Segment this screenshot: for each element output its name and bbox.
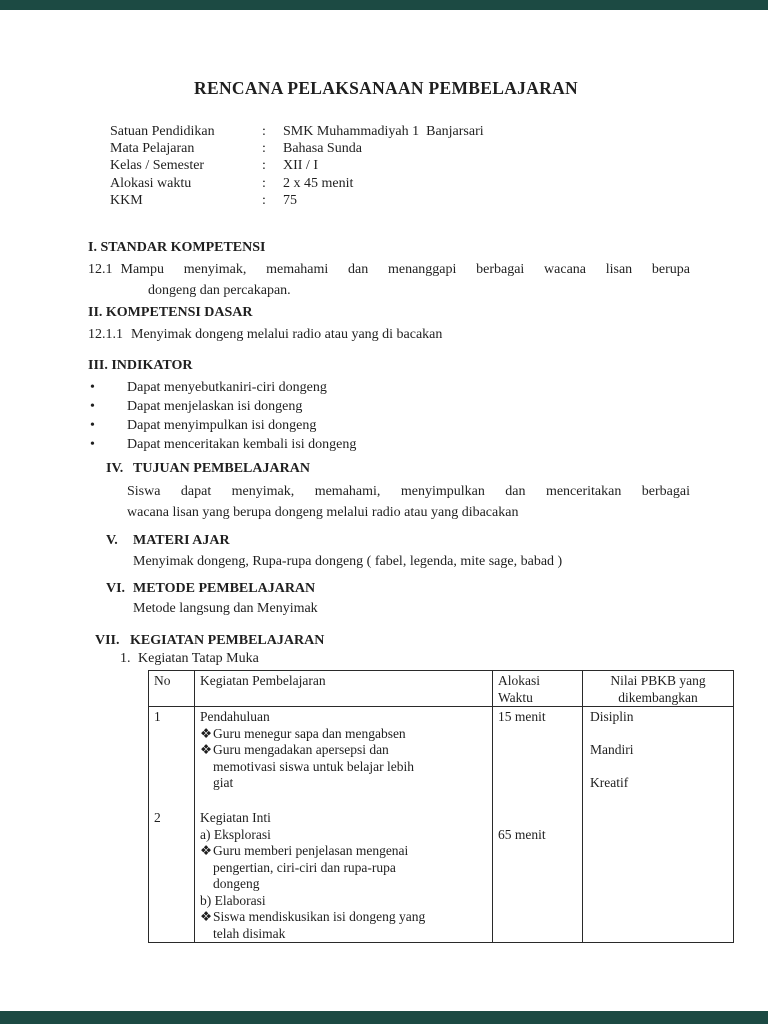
table-row [149,808,734,943]
meta-row-kelas [110,157,484,174]
cell-line [200,726,487,743]
kompetensi-dasar-paragraph [88,327,442,343]
meta-value: SMK Muhammadiyah 1 Banjarsari [283,124,484,139]
meta-value: 75 [283,192,297,208]
list-item [90,435,356,454]
materi-body: Menyimak dongeng, Rupa-rupa dongeng ( fabel, legenda, mite sage, babad ) [133,554,563,569]
cell-line: Pendahuluan [200,709,270,724]
header-cell-kegiatan: Kegiatan Pembelajaran [195,671,493,707]
viewer-background-top-bar [0,0,768,10]
meta-colon: : [262,158,266,174]
header-line: Alokasi [498,673,540,688]
meta-label: Satuan Pendidikan [110,124,215,139]
section-heading-text: KEGIATAN PEMBELAJARAN [130,633,325,648]
cell-line: pengertian, ciri-ciri dan rupa-rupa [213,859,396,875]
cell-line-text: Guru mengadakan apersepsi dan [213,742,389,757]
cell-line [200,909,487,926]
cell-line-text: Guru menegur sapa dan mengabsen [213,725,406,741]
list-item-text: Dapat menyebutkaniri-ciri dongeng [127,380,327,395]
cell-line: giat [213,775,234,790]
meta-colon: : [262,141,266,157]
nilai-item: Mandiri [590,742,634,757]
diamond-bullet-icon: ❖ [200,843,213,858]
diamond-bullet-icon: ❖ [200,909,213,924]
meta-label: Mata Pelajaran [110,141,195,157]
meta-row-satuan [110,123,484,140]
paragraph-text: Mampu menyimak, memahami dan menanggapi berbagai wacana lisan berupa [120,262,690,277]
meta-value: Bahasa Sunda [283,141,362,157]
section-heading-indikator: III. INDIKATOR [88,358,193,373]
paragraph-text: Menyimak dongeng melalui radio atau yang di bacakan [131,327,443,342]
meta-label: Alokasi waktu [110,175,192,191]
meta-colon: : [262,175,266,191]
document-meta-block [110,123,484,209]
cell-line-text: Guru memberi penjelasan mengenai [213,843,409,858]
clause-number: 12.1 [88,262,113,277]
list-item [90,397,356,416]
meta-row-kkm [110,192,484,209]
section-numeral: VI. [106,581,126,596]
list-item [90,378,356,397]
list-item-text: Dapat menceritakan kembali isi dongeng [127,437,357,452]
nilai-item: Kreatif [590,775,629,790]
diamond-bullet-icon: ❖ [200,725,213,741]
metode-body: Metode langsung dan Menyimak [133,601,318,616]
cell-line: Kegiatan Inti [200,810,271,825]
cell-kegiatan [195,808,493,943]
cell-nilai-pbkb [583,707,734,809]
cell-line-text: Siswa mendiskusikan isi dongeng yang [213,909,426,924]
indikator-list [90,378,356,454]
section-heading-metode [106,581,315,597]
subheading-text: Kegiatan Tatap Muka [138,651,259,666]
section-numeral: IV. [106,461,124,476]
tujuan-paragraph [127,482,690,523]
meta-colon: : [262,124,266,139]
paragraph-line [88,260,690,281]
header-cell-no: No [149,671,195,707]
viewer-background-bottom-bar [0,1011,768,1024]
page-title: RENCANA PELAKSANAAN PEMBELAJARAN [194,78,578,98]
list-item-text: Dapat menjelaskan isi dongeng [127,399,303,414]
cell-line: a) Eksplorasi [200,826,271,842]
cell-line: memotivasi siswa untuk belajar lebih [213,758,414,774]
subheading-number: 1. [120,651,131,666]
section-numeral: VII. [95,633,120,648]
cell-line: dongeng [213,876,260,891]
header-line: Waktu [498,689,533,705]
meta-row-alokasi [110,175,484,192]
kegiatan-pembelajaran-table [148,670,734,943]
section-heading-standar-kompetensi: I. STANDAR KOMPETENSI [88,240,266,255]
standar-kompetensi-paragraph [88,260,690,301]
header-line: dikembangkan [618,689,698,705]
meta-row-mapel [110,140,484,157]
header-line: Nilai PBKB yang [610,673,706,688]
cell-kegiatan [195,707,493,809]
meta-value: XII / I [283,158,318,174]
kegiatan-subheading [120,651,259,667]
nilai-item: Disiplin [590,709,634,724]
paragraph-line: dongeng dan percakapan. [148,282,291,298]
section-heading-kegiatan [95,633,324,649]
cell-line: telah disimak [213,925,286,941]
bullet-icon: • [90,380,95,395]
cell-line: b) Elaborasi [200,892,266,908]
cell-line [200,843,487,860]
list-item-text: Dapat menyimpulkan isi dongeng [127,418,317,433]
section-heading-text: MATERI AJAR [133,533,230,548]
section-heading-tujuan [106,461,310,477]
section-heading-kompetensi-dasar: II. KOMPETENSI DASAR [88,305,253,320]
clause-number: 12.1.1 [88,327,123,342]
paragraph-line: wacana lisan yang berupa dongeng melalui radio atau yang dibacakan [127,504,519,520]
meta-label: KKM [110,192,143,208]
meta-value: 2 x 45 menit [283,175,354,191]
header-cell-alokasi [493,671,583,707]
section-numeral: V. [106,533,118,548]
section-heading-text: METODE PEMBELAJARAN [133,581,316,596]
table-row [149,707,734,809]
section-heading-materi [106,533,230,549]
cell-alokasi-waktu: 15 menit [493,707,583,809]
cell-nilai-pbkb [583,808,734,943]
alokasi-time: 65 menit [498,827,546,842]
bullet-icon: • [90,418,95,433]
meta-colon: : [262,192,266,208]
bullet-icon: • [90,399,95,414]
header-cell-nilai-pbkb [583,671,734,707]
cell-row-number: 2 [149,808,195,943]
bullet-icon: • [90,437,95,452]
section-heading-text: TUJUAN PEMBELAJARAN [133,461,310,476]
paragraph-line: Siswa dapat menyimak, memahami, menyimpulkan dan menceritakan berbagai [127,484,690,499]
diamond-bullet-icon: ❖ [200,742,213,757]
cell-row-number: 1 [149,707,195,809]
cell-alokasi-waktu [493,808,583,943]
table-header-row [149,671,734,707]
list-item [90,416,356,435]
cell-line [200,742,487,759]
meta-label: Kelas / Semester [110,158,205,174]
